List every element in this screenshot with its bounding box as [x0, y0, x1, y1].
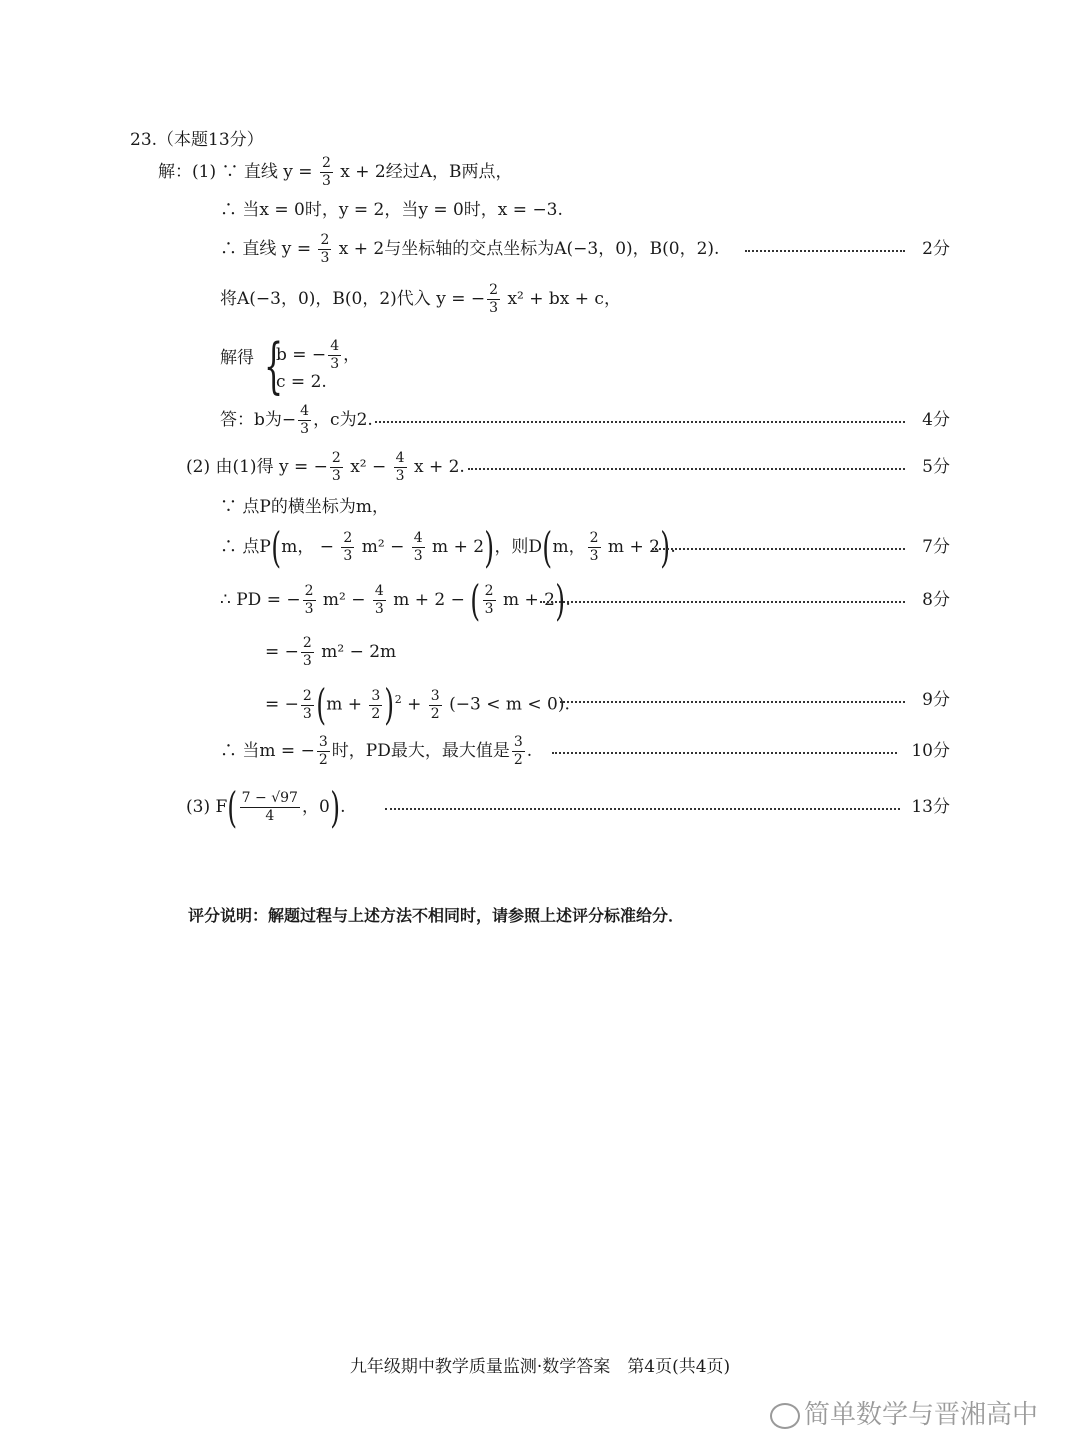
part1-line3: ∴ 直线 y = $\frac{2}{3}$ x + 2与坐标轴的交点坐标为A(−3，0)，B(0，2).: [220, 232, 720, 266]
part1-answer: 答：b为− $\frac{4}{3}$ ，c为2.: [220, 403, 373, 437]
leader-dots: [540, 601, 905, 603]
grading-note: 评分说明：解题过程与上述方法不相同时，请参照上述评分标准给分．: [188, 906, 685, 925]
score-4: 4分: [922, 410, 950, 430]
leader-dots: [652, 548, 905, 550]
part2-line6: = − $\frac{2}{3}$ (m + $\frac{3}{2}$ )$^2$ + $\frac{3}{2}$ (−3 < m < 0).: [265, 680, 570, 730]
leader-dots: [745, 250, 905, 252]
leader-dots: [560, 701, 905, 703]
part1-solve-label: 解得: [220, 348, 254, 368]
problem-header: 23.（本题13分）: [130, 130, 264, 150]
part2-line1: (2) 由(1)得 y = − $\frac{2}{3}$ x² − $\frac{4}{3}$ x + 2.: [186, 450, 465, 484]
score-13: 13分: [911, 797, 950, 817]
brace-icon: {: [264, 331, 284, 401]
score-2: 2分: [922, 239, 950, 259]
leader-dots: [375, 421, 905, 423]
part2-line3: ∴ 点P(m， − $\frac{2}{3}$ m² − $\frac{4}{3}$ m + 2)，则D(m， $\frac{2}{3}$ m + 2).: [220, 522, 676, 572]
part3-line: (3) F( $\frac{7 - √97}{4}$ ，0).: [186, 782, 346, 832]
part1-line4: 将A(−3，0)，B(0，2)代入 y = − $\frac{2}{3}$ x² + bx + c，: [220, 282, 621, 316]
score-5: 5分: [922, 457, 950, 477]
score-7: 7分: [922, 537, 950, 557]
part2-line7: ∴ 当m = − $\frac{3}{2}$ 时，PD最大，最大值是 $\frac{3}{2}$ .: [220, 734, 533, 768]
score-10: 10分: [911, 741, 950, 761]
page-footer: 九年级期中教学质量监测·数学答案 第4页(共4页): [349, 1357, 731, 1377]
part2-line5: = − $\frac{2}{3}$ m² − 2m: [265, 635, 397, 669]
leader-dots: [468, 468, 905, 470]
part2-line4: ∴ PD = − $\frac{2}{3}$ m² − $\frac{4}{3}$ m + 2 − ( $\frac{2}{3}$ m + 2).: [220, 575, 571, 625]
equation-system: [264, 331, 361, 401]
watermark: 简单数学与晋湘高中: [770, 1394, 1038, 1431]
part1-line2: ∴ 当x = 0时，y = 2，当y = 0时，x = −3.: [220, 200, 563, 220]
part1-line1: 解：(1) ∵ 直线 y = $\frac{2}{3}$ x + 2经过A，B两点，: [158, 155, 513, 189]
equation-b: b = − $\frac{4}{3}$ ，: [276, 338, 361, 372]
leader-dots: [552, 752, 897, 754]
leader-dots: [385, 808, 900, 810]
wechat-icon: [770, 1403, 800, 1429]
score-9: 9分: [922, 690, 950, 710]
score-8: 8分: [922, 590, 950, 610]
part2-line2: ∵ 点P的横坐标为m，: [220, 497, 389, 517]
equation-c: c = 2.: [276, 372, 327, 392]
